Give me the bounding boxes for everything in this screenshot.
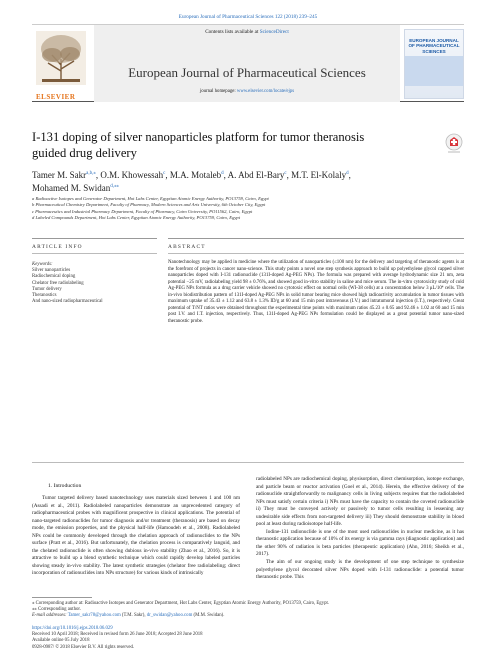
author-name[interactable]: O.M. Khowessah bbox=[100, 170, 164, 180]
contents-line bbox=[94, 29, 400, 35]
journal-header bbox=[32, 24, 464, 102]
email-link[interactable]: Tamer_sakr78@yahoo.com bbox=[67, 613, 121, 619]
affiliation-item: d Labeled Compounds Department, Hot Labs Center, Egyptian Atomic Energy Authority, PO13759, Cairo, Egypt bbox=[32, 215, 240, 221]
contents-prefix: Contents lists available at bbox=[205, 29, 259, 35]
email-line bbox=[32, 613, 464, 619]
keyword-item: Silver nanoparticles bbox=[32, 268, 71, 274]
author-affiliation-marker[interactable]: d bbox=[221, 171, 224, 176]
footnote-rule bbox=[32, 597, 92, 598]
author-affiliation-marker[interactable]: a,b,⁎ bbox=[86, 171, 96, 176]
article-dates-block bbox=[32, 626, 464, 651]
body-column-left bbox=[32, 495, 240, 578]
affiliation-item: a Radioactive Isotopes and Generator Department, Hot Labs Center, Egyptian Atomic Energy Authority, PO13759, Cairo, Egypt bbox=[32, 196, 269, 201]
keywords-title: Keywords: bbox=[32, 262, 53, 267]
affiliation-list bbox=[32, 196, 462, 222]
journal-reference[interactable]: European Journal of Pharmaceutical Sciences 122 (2018) 239–245 bbox=[178, 14, 318, 20]
email-link[interactable]: dr_swidan@yahoo.com bbox=[146, 613, 193, 619]
author-separator: , bbox=[223, 170, 228, 180]
author-separator: , bbox=[286, 170, 292, 180]
author-separator: , bbox=[165, 170, 170, 180]
abstract-bottom-rule bbox=[32, 462, 464, 463]
header-center-panel bbox=[94, 25, 400, 102]
affiliation-item: b Pharmaceutical Chemistry Department, Faculty of Pharmacy, Modern Sciences and Arts University, 6th October City, Egypt bbox=[32, 202, 266, 208]
available-online-date: Available online 05 July 2018 bbox=[32, 638, 90, 644]
author-separator: , bbox=[348, 170, 351, 180]
email-owner: (T.M. Sakr), bbox=[121, 613, 146, 619]
keyword-item: Tumor delivery bbox=[32, 286, 62, 292]
section-heading-introduction: 1. Introduction bbox=[48, 483, 82, 489]
homepage-link[interactable]: www.elsevier.com/locate/ejps bbox=[236, 89, 295, 94]
publisher-name: ELSEVIER bbox=[36, 93, 76, 101]
body-paragraph: Iodine-131 radionuclide is one of the most used radionuclides in nuclear medicine, as it has theranostic application because of 10% of its energy is via gamma rays (diagnostic application) and the other 90% of radiation is beta particles (therapeutic application) (Ahn, 2016; Sheikh et al., 2017). bbox=[256, 528, 464, 558]
abstract-sub-rule bbox=[168, 253, 464, 254]
article-info-top-rule bbox=[32, 238, 157, 239]
email-owner: (M.M. Swidan). bbox=[193, 613, 225, 619]
author-name[interactable]: M.T. El-Kolaly bbox=[291, 170, 347, 180]
author-affiliation-marker[interactable]: c bbox=[284, 171, 287, 176]
cover-title: EUROPEAN JOURNAL OF PHARMACEUTICAL SCIENCES bbox=[408, 38, 460, 54]
elsevier-tree-logo[interactable] bbox=[32, 29, 90, 99]
email-label: E-mail addresses: bbox=[32, 613, 67, 619]
author-name[interactable]: Tamer M. Sakr bbox=[32, 170, 87, 180]
received-dates: Received 10 April 2018; Received in revised form 26 June 2018; Accepted 28 June 2018 bbox=[32, 632, 203, 638]
copyright-line: 0928-0987/ © 2018 Elsevier B.V. All rights reserved. bbox=[32, 644, 135, 650]
affiliation-item: c Pharmaceutics and Industrial Pharmacy Department, Faculty of Pharmacy, Cairo University, PO11562, Cairo, Egypt bbox=[32, 208, 253, 214]
homepage-prefix: journal homepage: bbox=[199, 89, 236, 94]
keyword-item: Radiochemical doping bbox=[32, 274, 76, 280]
body-paragraph: Tumor targeted delivery based nanotechnology uses materials sized between 1 and 100 nm (Assadi et al., 2011). Radiolabeled nanoparticles demonstrate an unprecedented category of radiopharmaceutical probes with magnificent prospective in clinical applications. The potential of nano-targeted radionuclides for tumor diagnosis and/or treatment (theranosis) are based on decay mode, the emission properties, and the physical half-life (Hamoudeh et al., 2008). Radiolabeled NPs could be commonly developed through the chelation approach of radionuclides to the NPs surface (Pratt et al., 2016). But unfortunately, the chelation process is comparatively languid, and the chelated radionuclide is often showing dubious in-vivo stability (Zhao et al., 2016). So, it is attractive to build up a blend synthetic technique which could rapidly develop labeled particles showing steady in-vivo stability. The latest synthetic strategies (chelator free radiolabeling; direct incorporation of radionuclides into NPs structure) for various kinds of intrinsically bbox=[32, 495, 240, 577]
author-affiliation-marker[interactable]: d,⁎⁎ bbox=[110, 184, 119, 189]
journal-cover-thumbnail[interactable] bbox=[404, 29, 464, 99]
keywords-block bbox=[32, 262, 157, 305]
body-paragraph: radiolabeled NPs are radiochemical doping, physisorption, direct chemisorption, isotope exchange, and particle beam or reactor activation (Goel et al., 2014). Herein, the effective delivery of the radionuclide straightforwardly to malignancy cells in living subjects requires that the radiolabeled NPs must satisfy certain criteria i) NPs must have the capacity to contain the coveted radionuclide ii) They must be conveyed actively or passively to tumor cells resulting in lessening any undesirable side effects from non-targeted delivery iii) They should demonstrate stability in blood pool at least during radioisotope half-life. bbox=[256, 476, 464, 528]
corresponding-author-note-2: ⁎⁎ Corresponding author. bbox=[32, 607, 81, 613]
journal-title: European Journal of Pharmaceutical Sciences bbox=[128, 65, 366, 80]
author-affiliation-marker[interactable]: d bbox=[346, 171, 349, 176]
author-affiliation-marker[interactable]: c bbox=[163, 171, 166, 176]
body-paragraph: The aim of our ongoing study is the development of one step technique to synthesize polyethylene glycol decorated silver NPs doped with I-131 radionuclide: a potential tumor theranostic probe. This bbox=[256, 559, 464, 581]
keyword-item: And nano-sized radiopharmaceutical bbox=[32, 299, 103, 305]
doi-link[interactable]: https://doi.org/10.1016/j.ejps.2018.06.029 bbox=[32, 626, 113, 631]
abstract-heading: ABSTRACT bbox=[168, 244, 206, 250]
author-name[interactable]: M.A. Motaleb bbox=[169, 170, 222, 180]
corresponding-author-note: ⁎ Corresponding author at: Radioactive Isotopes and Generator Department, Hot Labs Center, Egyptian Atomic Energy Authority, PO13759, Cairo, Egypt. bbox=[32, 601, 330, 606]
body-column-right bbox=[256, 476, 464, 582]
keyword-item: Theranostics bbox=[32, 293, 57, 299]
footnotes bbox=[32, 601, 464, 620]
crossmark-icon[interactable] bbox=[445, 133, 463, 155]
sciencedirect-link[interactable]: ScienceDirect bbox=[259, 29, 289, 35]
article-info-sub-rule bbox=[32, 253, 157, 254]
abstract-top-rule bbox=[168, 238, 464, 239]
article-info-heading: ARTICLE INFO bbox=[32, 244, 83, 250]
author-name[interactable]: Mohamed M. Swidan bbox=[32, 183, 111, 193]
cover-band bbox=[405, 56, 463, 86]
author-list bbox=[32, 168, 462, 194]
author-name[interactable]: A. Abd El-Bary bbox=[227, 170, 285, 180]
journal-homepage-line bbox=[94, 89, 400, 94]
abstract-text: Nanotechnology may be applied in medicine where the utilization of nanoparticles (≤100 nm) for the delivery and targeting of theranostic agents is at the forefront of projects in cancer nano-science. This study points a novel one step synthesis approach to build up polyethylene glycol capped silver nanoparticles doped with I-131 radionuclide (131I-doped Ag-PEG NPs). The formula was prepared with average hydrodynamic size 21 nm, zeta potential −25 mV, radiolabeling yield 98 ± 0.76%, and showed good in-vitro stability in saline and mice serum. The in-vitro cytotoxicity study of cold Ag-PEG NPs formula as a drug carrier vehicle showed no cytotoxic effect on normal cells (WI-38 cells) at a concentration below 3 μL/10⁴ cells. The in-vivo biodistribution pattern of 131I-doped Ag-PEG NPs in solid tumor bearing mice showed high radioactivity accumulation in tumor tissues with maximum uptake of 35.43 ± 1.12 and 63.8 ± 1.3% ID/g at 60 and 15 min post intravenous (I.V.) and intratumoral injection (I.T.), respectively. Great potential of T/NT ratios were obtained throughout the experimental time points with maximum ratios 45.23 ± 0.65 and 92.46 ± 1.02 at 60 and 15 min post I.V. and I.T. injection, respectively. Thus, 131I-doped Ag-PEG NPs formulation could be displayed as a great potential tumor nano-sized theranostic probe. bbox=[168, 260, 464, 324]
article-title: I-131 doping of silver nanoparticles platform for tumor theranosis guided drug delivery bbox=[32, 130, 365, 160]
keyword-item: Chelator free radiolabeling bbox=[32, 280, 84, 286]
author-separator: , bbox=[95, 170, 101, 180]
